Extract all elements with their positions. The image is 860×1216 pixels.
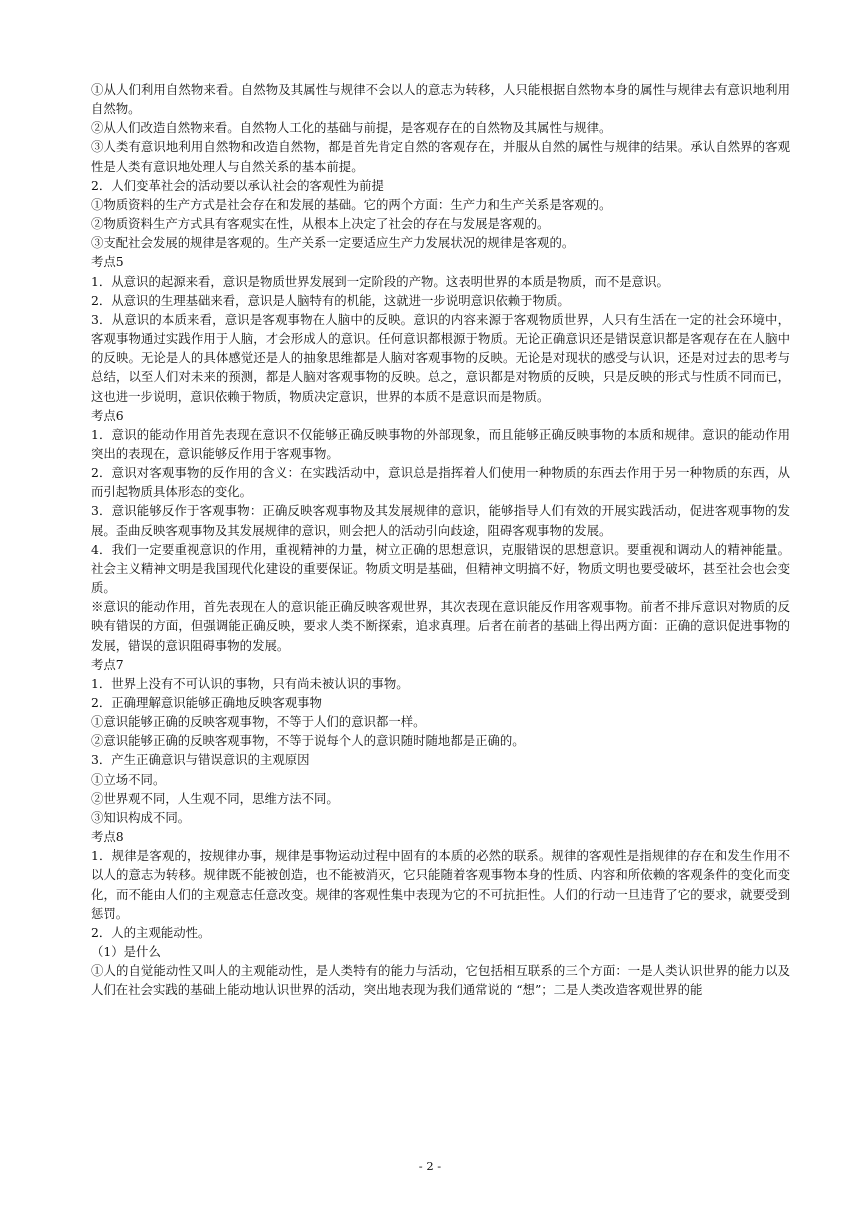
paragraph: ①人的自觉能动性又叫人的主观能动性，是人类特有的能力与活动，它包括相互联系的三个方面：一是人类认识世界的能力以及人们在社会实践的基础上能动地认识世界的活动，突出地表现为我们通常说的 “想”；二是人类改造客观世界的能	[91, 963, 790, 998]
page-number: - 2 -	[418, 1159, 442, 1173]
paragraph: 3．产生正确意识与错误意识的主观原因	[91, 752, 310, 768]
paragraph: ③人类有意识地利用自然物和改造自然物，都是首先肯定自然的客观存在，并服从自然的属性与规律的结果。承认自然界的客观性是人类有意识地处理人与自然关系的基本前提。	[91, 139, 790, 174]
section-heading: 考点5	[91, 254, 124, 270]
body-text	[91, 80, 790, 1000]
paragraph: 4．我们一定要重视意识的作用，重视精神的力量，树立正确的思想意识，克服错误的思想意识。要重视和调动人的精神能量。社会主义精神文明是我国现代化建设的重要保证。物质文明是基础，但精神文明搞不好，物质文明也要受破坏，甚至社会也会变质。	[91, 541, 790, 596]
section-heading: 考点8	[91, 829, 124, 845]
paragraph: 1．世界上没有不可认识的事物，只有尚未被认识的事物。	[91, 675, 409, 691]
paragraph: ②世界观不同，人生观不同，思维方法不同。	[91, 790, 339, 806]
paragraph: ③支配社会发展的规律是客观的。生产关系一定要适应生产力发展状况的规律是客观的。	[91, 235, 575, 251]
paragraph: 2．从意识的生理基础来看，意识是人脑特有的机能，这就进一步说明意识依赖于物质。	[91, 292, 570, 308]
paragraph: ※意识的能动作用，首先表现在人的意识能正确反映客观世界，其次表现在意识能反作用客观事物。前者不排斥意识对物质的反映有错误的方面，但强调能正确反映，要求人类不断探索，追求真理。后者在前者的基础上得出两方面：正确的意识促进事物的发展，错误的意识阻碍事物的发展。	[91, 599, 790, 653]
paragraph: ③知识构成不同。	[91, 809, 191, 825]
paragraph: 3．从意识的本质来看，意识是客观事物在人脑中的反映。意识的内容来源于客观物质世界，人只有生活在一定的社会环境中，客观事物通过实践作用于人脑，才会形成人的意识。任何意识都根源于物质。无论正确意识还是错误意识都是客观存在在人脑中的反映。无论是人的具体感觉还是人的抽象思维都是人脑对客观事物的反映。无论是对现状的感受与认识，还是对过去的思考与总结，以至人们对未来的预测，都是人脑对客观事物的反映。总之，意识都是对物质的反映，只是反映的形式与性质不同而已，这也进一步说明，意识依赖于物质，物质决定意识，世界的本质不是意识而是物质。	[91, 311, 790, 404]
paragraph: ①物质资料的生产方式是社会存在和发展的基础。它的两个方面：生产力和生产关系是客观的。	[91, 196, 612, 212]
paragraph: 2．人们变革社会的活动要以承认社会的客观性为前提	[91, 177, 384, 193]
paragraph: 1．意识的能动作用首先表现在意识不仅能够正确反映事物的外部现象，而且能够正确反映事物的本质和规律。意识的能动作用突出的表现在，意识能够反作用于客观事物。	[91, 426, 790, 461]
paragraph: ②物质资料生产方式具有客观实在性，从根本上决定了社会的存在与发展是客观的。	[91, 216, 550, 232]
paragraph: （1）是什么	[91, 944, 161, 960]
paragraph: 3．意识能够反作于客观事物：正确反映客观事物及其发展规律的意识，能够指导人们有效的开展实践活动，促进客观事物的发展。歪曲反映客观事物及其发展规律的意识，则会把人的活动引向歧途，阻碍客观事物的发展。	[91, 503, 790, 538]
paragraph: ①从人们利用自然物来看。自然物及其属性与规律不会以人的意志为转移，人只能根据自然物本身的属性与规律去有意识地利用自然物。	[91, 82, 790, 117]
paragraph: 2．正确理解意识能够正确地反映客观事物	[91, 695, 322, 710]
paragraph: ②意识能够正确的反映客观事物，不等于说每个人的意识随时随地都是正确的。	[91, 733, 525, 749]
paragraph: 2．意识对客观事物的反作用的含义：在实践活动中，意识总是指挥着人们使用一种物质的东西去作用于另一种物质的东西，从而引起物质具体形态的变化。	[91, 465, 790, 500]
section-heading: 考点6	[91, 407, 124, 423]
paragraph: 1．规律是客观的，按规律办事，规律是事物运动过程中固有的本质的必然的联系。规律的客观性是指规律的存在和发生作用不以人的意志为转移。规律既不能被创造，也不能被消灭，它只能随着客观事物本身的性质、内容和所依赖的客观条件的变化而变化，而不能由人们的主观意志任意改变。规律的客观性集中表现为它的不可抗拒性。人们的行动一旦违背了它的要求，就要受到惩罚。	[91, 848, 790, 921]
paragraph: 1．从意识的起源来看，意识是物质世界发展到一定阶段的产物。这表明世界的本质是物质，而不是意识。	[91, 273, 669, 289]
paragraph: ②从人们改造自然物来看。自然物人工化的基础与前提，是客观存在的自然物及其属性与规律。	[91, 120, 612, 136]
paragraph: ①意识能够正确的反映客观事物，不等于人们的意识都一样。	[91, 714, 426, 730]
paragraph: 2．人的主观能动性。	[91, 924, 211, 940]
section-heading: 考点7	[91, 656, 124, 672]
paragraph: ①立场不同。	[91, 771, 166, 787]
